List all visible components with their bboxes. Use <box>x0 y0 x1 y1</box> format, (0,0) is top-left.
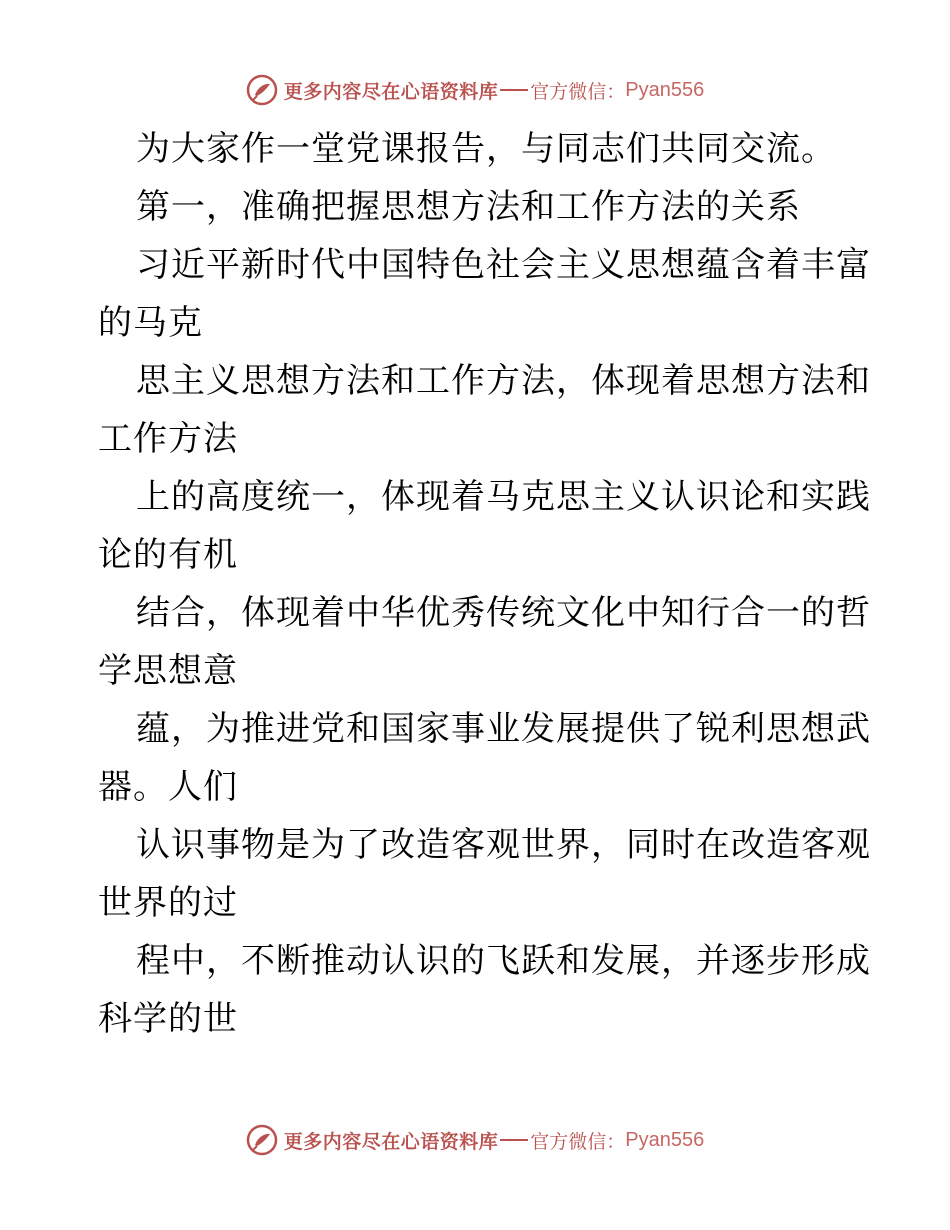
footer-banner <box>0 1120 950 1160</box>
text-line: 上的高度统一，体现着马克思主义认识论和实践 <box>136 477 871 517</box>
text-line: 认识事物是为了改造客观世界，同时在改造客观 <box>136 825 871 865</box>
section-heading: 第一，准确把握思想方法和工作方法的关系 <box>136 187 801 227</box>
header-banner <box>0 70 950 110</box>
text-line: 科学的世 <box>98 999 238 1039</box>
header-separator <box>500 89 528 91</box>
text-line: 思主义思想方法和工作方法，体现着思想方法和 <box>136 361 871 401</box>
brand-logo-icon <box>246 74 278 106</box>
text-line: 习近平新时代中国特色社会主义思想蕴含着丰富 <box>136 245 871 285</box>
footer-separator <box>500 1139 528 1141</box>
header-wechat-id: Pyan556 <box>625 78 705 101</box>
text-line: 程中，不断推动认识的飞跃和发展，并逐步形成 <box>136 941 871 981</box>
text-line: 的马克 <box>98 303 203 343</box>
text-line: 论的有机 <box>98 535 238 575</box>
text-line: 蕴，为推进党和国家事业发展提供了锐利思想武 <box>136 709 871 749</box>
text-line: 学思想意 <box>98 651 238 691</box>
document-body <box>98 120 871 1048</box>
text-line: 世界的过 <box>98 883 238 923</box>
text-line: 为大家作一堂党课报告，与同志们共同交流。 <box>136 129 836 169</box>
footer-official-label: 官方微信： <box>530 1130 626 1153</box>
footer-brand-text: 更多内容尽在心语资料库 <box>283 1130 499 1153</box>
text-line: 结合，体现着中华优秀传统文化中知行合一的哲 <box>136 593 871 633</box>
text-line: 器。人们 <box>98 767 238 807</box>
header-brand-text: 更多内容尽在心语资料库 <box>283 80 499 103</box>
text-line: 工作方法 <box>98 419 238 459</box>
brand-logo-icon <box>246 1124 278 1156</box>
header-official-label: 官方微信： <box>530 80 626 103</box>
footer-wechat-id: Pyan556 <box>625 1128 705 1151</box>
